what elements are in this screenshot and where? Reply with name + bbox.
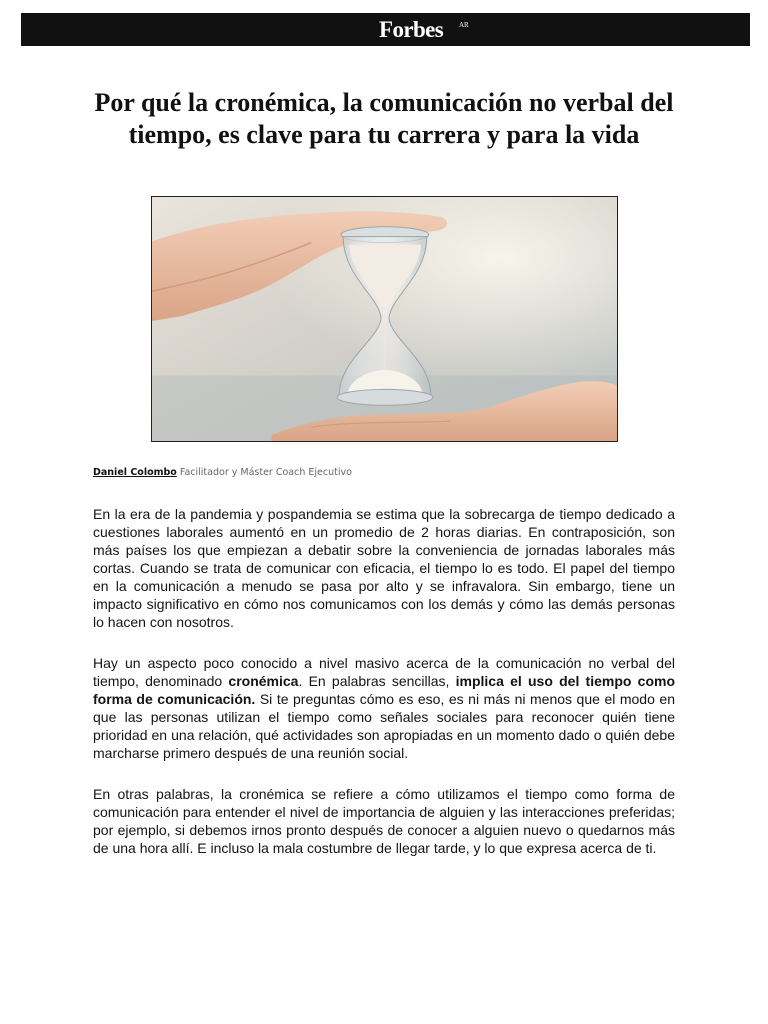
paragraph-2-text: Hay un aspecto poco conocido a nivel masivo acerca de la comunicación no verbal del tiempo, denominado — [93, 655, 675, 689]
paragraph-2-text: . En palabras sencillas, — [298, 673, 456, 689]
paragraph-1: En la era de la pandemia y pospandemia se estima que la sobrecarga de tiempo dedicado a cuestiones laborales aumentó en un promedio de 2 horas diarias. En contraposición, son más países los que empiezan a debatir sobre la conveniencia de jornadas laborales más cortas. Cuando se trata de comunicar con eficacia, el tiempo lo es todo. El papel del tiempo en la comunicación a menudo se pasa por alto y se infravalora. Sin embargo, tiene un impacto significativo en cómo nos comunicamos con los demás y cómo las demás personas lo hacen con nosotros. — [93, 506, 675, 630]
paragraph-2-bold-term: cronémica — [228, 673, 299, 689]
byline — [93, 466, 683, 480]
edition-label: AR — [459, 21, 469, 29]
forbes-logo[interactable]: Forbes — [379, 17, 444, 42]
paragraph-2 — [93, 654, 675, 762]
paragraph-2-bold-definition: implica el uso del tiempo como forma de comunicación. — [93, 673, 675, 707]
author-role: Facilitador y Máster Coach Ejecutivo — [179, 467, 352, 478]
paragraph-3: En otras palabras, la cronémica se refiere a cómo utilizamos el tiempo como forma de comunicación para entender el nivel de importancia de alguien y las interacciones preferidas; por ejemplo, si debemos irnos pronto después de conocer a alguien nuevo o quedarnos más de una hora allí. E incluso la mala costumbre de llegar tarde, y lo que expresa acerca de ti. — [93, 786, 675, 856]
hero-image-hourglass — [151, 196, 618, 442]
hourglass-hands-illustration — [152, 197, 617, 441]
masthead — [21, 13, 750, 46]
article-title: Por qué la cronémica, la comunicación no verbal del tiempo, es clave para tu carrera y para la vida — [94, 88, 674, 149]
paragraph-2-text: Si te preguntas cómo es eso, es ni más ni menos que el modo en que las personas utilizan el tiempo como señales sociales para reconocer quién tiene prioridad en una relación, qué actividades son apropiadas en un momento dado o quién debe marcharse primero después de una reunión social. — [93, 691, 675, 761]
author-link[interactable]: Daniel Colombo — [93, 467, 177, 478]
